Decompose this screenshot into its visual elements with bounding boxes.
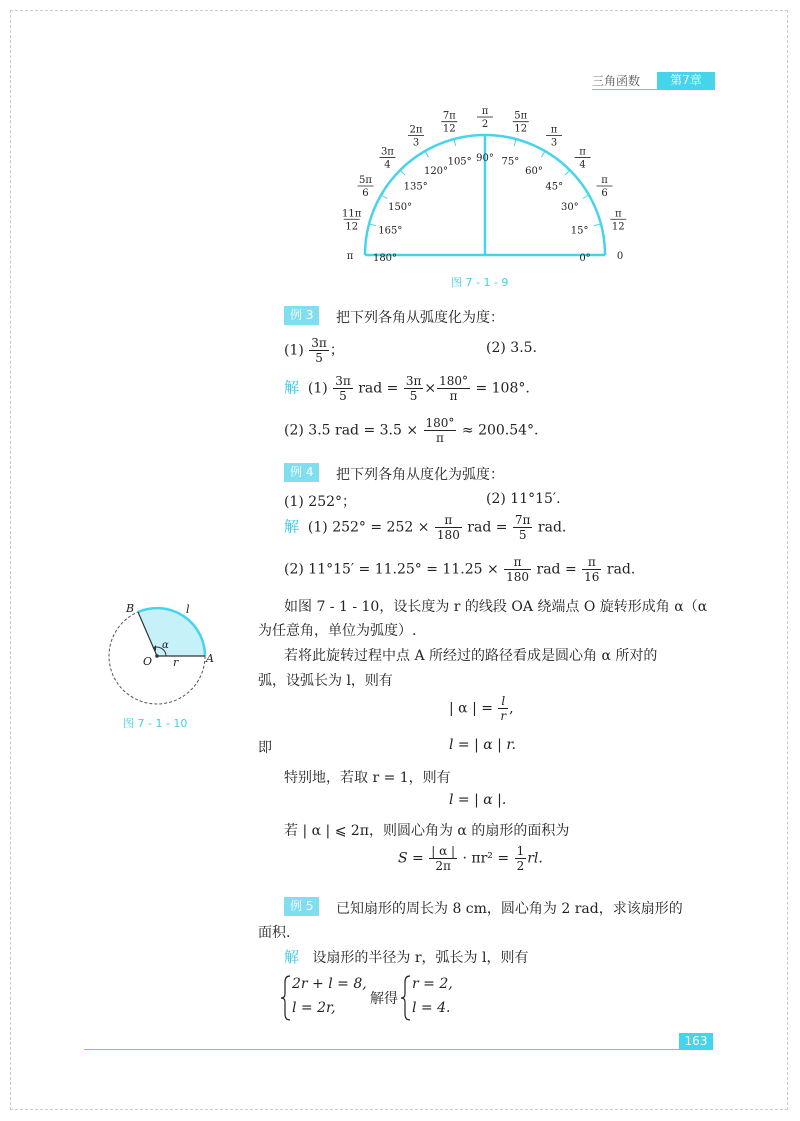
degree-label: 105° [447,156,472,168]
paragraph-4: 若 | α | ⩽ 2π，则圆心角为 α 的扇形的面积为 [284,823,570,839]
label-r: r [173,656,179,669]
radian-denominator: 12 [345,221,359,233]
equation-4: S = $\frac{| \alpha |}{2\pi}$ · πr² = $\frac{1}{2}$ rl. [398,844,543,873]
example-3-item-2: (2) 3.5. [486,340,537,356]
radian-numerator: π [481,106,489,117]
radian-numerator: 11π [342,208,362,220]
example-3-solution-1: 解 (1) $\frac{3\pi}{5}$ rad = $\frac{3\pi}{5}$ × $\frac{180^\circ}{\pi}$ = 108°. [284,374,530,403]
example-4-badge: 例 4 [284,463,319,482]
solve-word: 解得 [370,991,398,1007]
radian-denominator: 12 [611,221,625,233]
example-4-item-1: (1) 252°； [284,494,357,510]
solution-label: 解 [284,517,300,536]
label-A: A [206,652,214,665]
label-l: l [186,603,190,616]
paragraph-3: 特别地，若取 r = 1，则有 [284,770,451,786]
label-O: O [143,655,153,668]
radian-numerator: π [579,146,586,158]
header-rule [592,89,715,90]
degree-label: 30° [561,202,579,213]
figure-9-caption: 图 7 - 1 - 9 [451,276,509,289]
equation-2: l = | α | r. [449,737,516,753]
degree-label: 45° [545,181,564,193]
tick-mark [381,195,387,199]
radian-numerator: π [615,208,622,220]
paragraph-2-line-2: 弧，设弧长为 l，则有 [258,673,393,689]
label-alpha: α [162,640,169,651]
sector-figure [100,598,230,708]
example-4-prompt: 把下列各角从度化为弧度： [336,467,504,483]
degree-label: 165° [378,225,403,237]
paragraph-1-line-1: 如图 7 - 1 - 10，设长度为 r 的线段 OA 绕端点 O 旋转形成角 α（α [284,599,708,615]
example-5-prompt-line-2: 面积. [258,925,291,941]
radian-numerator: 3π [380,146,394,158]
radian-numerator: 7π [442,110,456,122]
degree-label: 135° [403,181,428,193]
example-3-prompt: 把下列各角从弧度化为度： [336,310,504,326]
solution-label: 解 [284,378,300,397]
example-3-item-1: (1) $\frac{3\pi}{5}$ ； [284,336,344,365]
radian-label: 0 [616,251,624,262]
tick-mark [400,170,405,175]
example-4-item-2: (2) 11°15′. [486,491,561,507]
example-5-badge: 例 5 [284,897,319,916]
page-number: 163 [679,1033,713,1050]
radian-denominator: 6 [362,188,369,199]
paragraph-1-line-2: 为任意角，单位为弧度）. [258,623,417,639]
chapter-tab: 第7章 [657,72,715,89]
tick-mark [542,151,546,157]
degree-label: 0° [579,253,591,264]
radian-numerator: π [601,175,608,186]
degree-label: 90° [476,153,494,164]
ji-label: 即 [258,740,272,756]
example-4-solution-2: (2) 11°15′ = 11.25° = 11.25 × $\frac{\pi}{180}$ rad = $\frac{\pi}{16}$ rad. [284,555,636,584]
equation-1: | α | = $\frac{l}{r}$ , [449,694,514,723]
left-brace-icon [280,974,292,1022]
example-3-badge: 例 3 [284,306,319,325]
radian-denominator: 12 [442,123,456,135]
degree-label: 180° [372,253,398,264]
footer-rule [84,1049,679,1050]
radian-denominator: 2 [481,119,489,130]
radian-denominator: 12 [514,123,528,135]
radian-numerator: 5π [359,175,372,186]
degree-label: 15° [570,225,589,237]
radian-denominator: 4 [384,159,391,171]
protractor-figure [330,105,640,270]
radian-denominator: 3 [412,137,420,149]
solution-label: 解 [284,948,300,966]
degree-label: 75° [501,156,520,168]
left-brace-icon [400,974,412,1022]
figure-10-caption: 图 7 - 1 - 10 [123,717,188,730]
equation-3: l = | α |. [449,792,507,808]
radian-denominator: 4 [579,159,586,171]
paragraph-2-line-1: 若将此旋转过程中点 A 所经过的路径看成是圆心角 α 所对的 [284,648,658,664]
degree-label: 60° [525,166,543,178]
radian-numerator: π [550,124,558,136]
radian-denominator: 6 [601,188,608,199]
chapter-title: 三角函数 [592,74,641,88]
radian-numerator: 5π [514,110,528,122]
tick-mark [565,170,570,175]
example-5-solution-intro: 解 设扇形的半径为 r，弧长为 l，则有 [284,948,529,966]
radian-label: π [346,251,354,262]
example-4-solution-1: 解 (1) 252° = 252 × $\frac{\pi}{180}$ rad = $\frac{7\pi}{5}$ rad. [284,513,567,542]
degree-label: 120° [423,166,449,178]
tick-mark [583,195,589,199]
radian-numerator: 2π [409,124,423,136]
radian-denominator: 3 [550,137,558,149]
degree-label: 150° [388,202,413,213]
label-B: B [126,602,135,615]
tick-mark [425,151,429,157]
example-5-prompt-line-1: 已知扇形的周长为 8 cm，圆心角为 2 rad，求该扇形的 [336,901,683,917]
example-3-solution-2: (2) 3.5 rad = 3.5 × $\frac{180^\circ}{\pi}$ ≈ 200.54°. [284,416,539,445]
